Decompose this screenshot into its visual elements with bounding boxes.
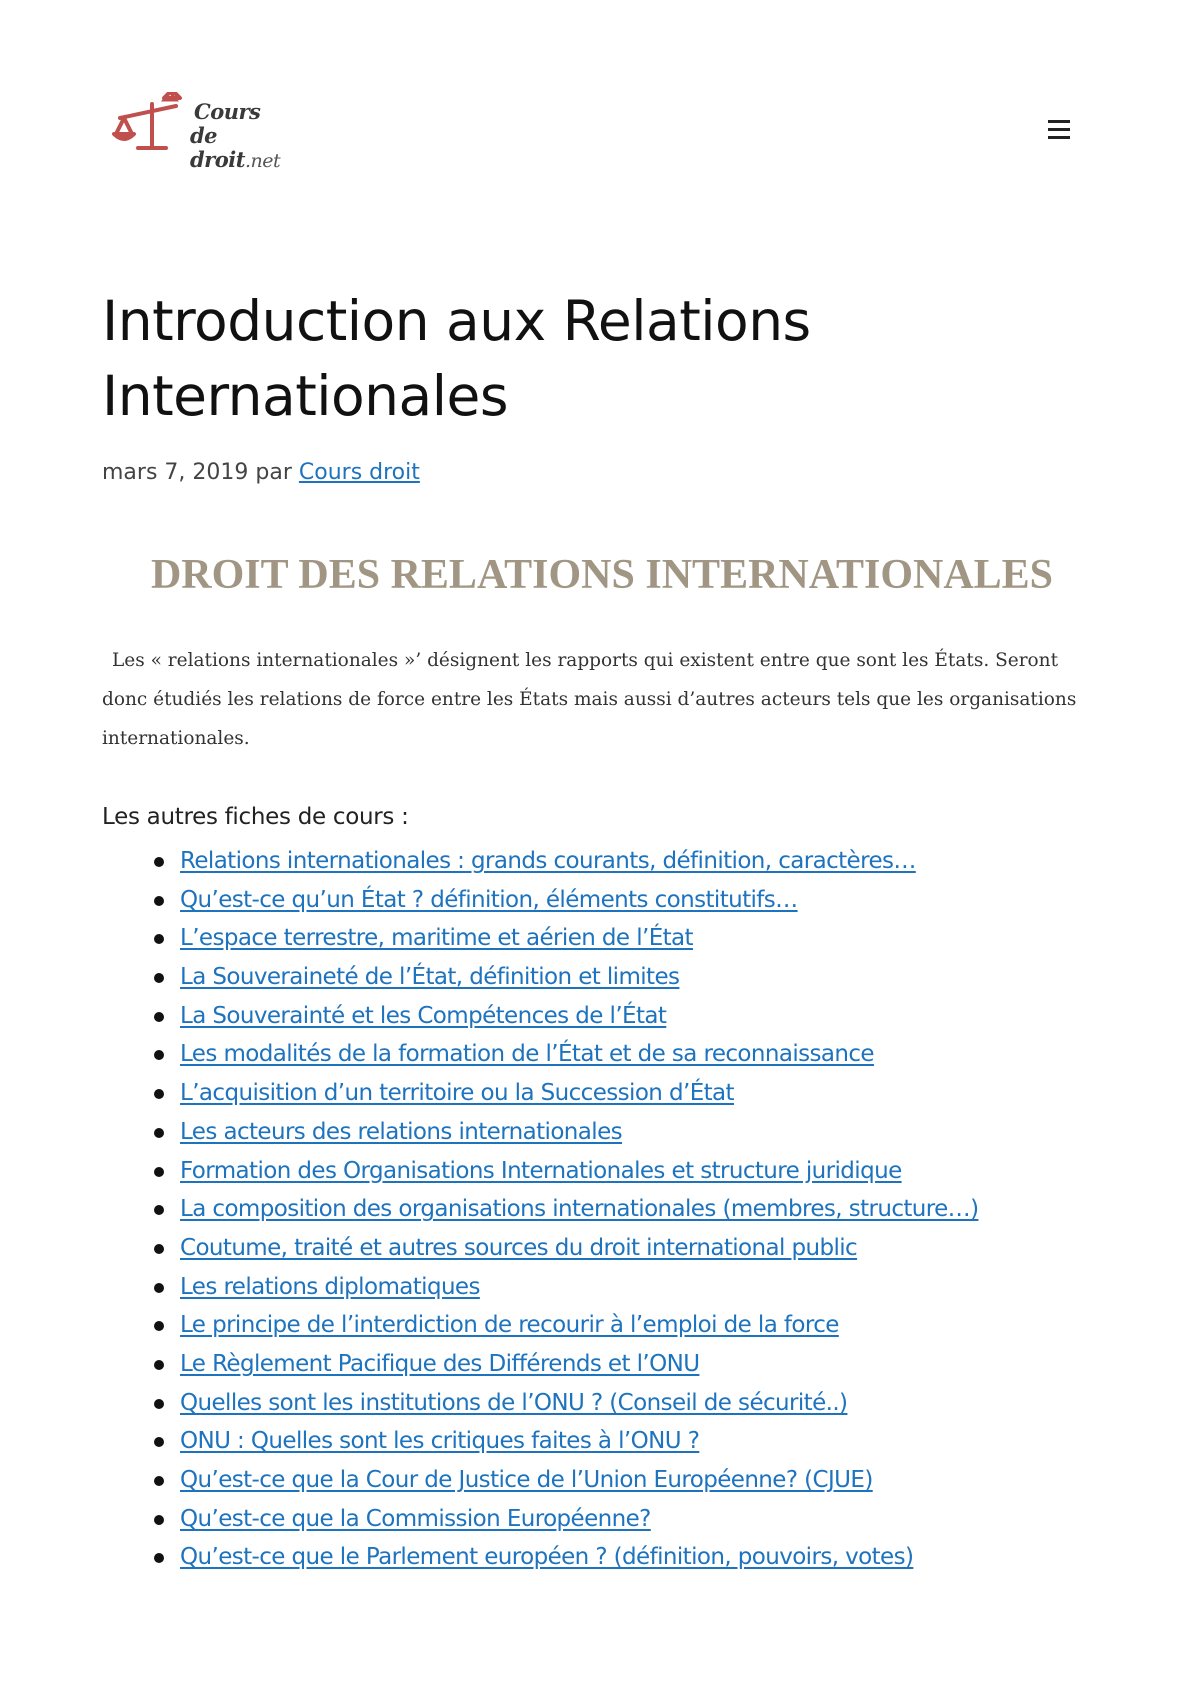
course-link[interactable]: La Souveraineté de l’État, définition et limites	[180, 964, 680, 991]
bullet-icon	[154, 1283, 164, 1293]
logo-text	[190, 100, 292, 173]
list-item	[152, 1384, 1102, 1423]
course-link[interactable]: La Souverainté et les Compétences de l’État	[180, 1002, 667, 1029]
post-by: par	[255, 460, 292, 485]
bullet-icon	[154, 973, 164, 983]
course-link[interactable]: Qu’est-ce que la Commission Européenne?	[180, 1505, 651, 1532]
author-link[interactable]: Cours droit	[298, 460, 420, 485]
list-item	[152, 958, 1102, 997]
list-item	[152, 881, 1102, 920]
intro-text: Les « relations internationales »’ désignent les rapports qui existent entre que sont les États. Seront donc étudiés les relations de force entre les États mais aussi d’autres acteurs tels que les organisations internationales.	[102, 650, 1077, 749]
bullet-icon	[154, 934, 164, 944]
course-link[interactable]: Qu’est-ce que la Cour de Justice de l’Union Européenne? (CJUE)	[180, 1467, 873, 1493]
list-item	[152, 1190, 1102, 1229]
bullet-icon	[154, 1360, 164, 1370]
list-item	[152, 919, 1102, 958]
course-link[interactable]: Les modalités de la formation de l’État et de sa reconnaissance	[180, 1041, 874, 1068]
course-link[interactable]: Quelles sont les institutions de l’ONU ? (Conseil de sécurité..)	[180, 1389, 848, 1416]
course-link[interactable]: Les relations diplomatiques	[180, 1273, 480, 1300]
course-link[interactable]: La composition des organisations internationales (membres, structure…)	[180, 1196, 979, 1223]
list-item	[152, 1345, 1102, 1384]
site-logo[interactable]	[112, 92, 292, 172]
course-links-list	[102, 842, 1102, 1577]
bullet-icon	[154, 1050, 164, 1060]
list-item	[152, 1500, 1102, 1539]
bullet-icon	[154, 1244, 164, 1254]
logo-suffix: .net	[244, 150, 281, 172]
page-title: Introduction aux Relations Internationales	[102, 289, 811, 428]
bullet-icon	[154, 896, 164, 906]
bullet-icon	[154, 1437, 164, 1447]
course-link[interactable]: L’espace terrestre, maritime et aérien de l’État	[180, 925, 693, 952]
course-link[interactable]: Qu’est-ce qu’un État ? définition, éléments constitutifs…	[180, 886, 798, 913]
course-link[interactable]: Formation des Organisations Internationales et structure juridique	[180, 1157, 902, 1184]
list-item	[152, 997, 1102, 1036]
list-item	[152, 842, 1102, 881]
bullet-icon	[154, 1553, 164, 1563]
course-link[interactable]: Coutume, traité et autres sources du droit international public	[180, 1234, 858, 1261]
course-link[interactable]: Qu’est-ce que le Parlement européen ? (définition, pouvoirs, votes)	[180, 1544, 914, 1571]
list-title: Les autres fiches de cours :	[102, 804, 409, 830]
bullet-icon	[154, 1515, 164, 1525]
course-link[interactable]: Le Règlement Pacifique des Différends et l’ONU	[180, 1350, 700, 1377]
article-content	[102, 284, 1102, 1577]
logo-line1: Cours	[194, 99, 261, 124]
course-link[interactable]: Relations internationales : grands courants, définition, caractères…	[180, 848, 916, 874]
hamburger-menu-icon[interactable]	[1046, 118, 1074, 142]
bullet-icon	[154, 1128, 164, 1138]
list-item	[152, 1422, 1102, 1461]
bullet-icon	[154, 1321, 164, 1331]
list-item	[152, 1152, 1102, 1191]
bullet-icon	[154, 1012, 164, 1022]
bullet-icon	[154, 1399, 164, 1409]
bullet-icon	[154, 857, 164, 867]
list-item	[152, 1306, 1102, 1345]
list-item	[152, 1074, 1102, 1113]
scales-of-justice-icon	[112, 92, 192, 164]
bullet-icon	[154, 1476, 164, 1486]
post-meta	[102, 460, 1102, 485]
course-link[interactable]: ONU : Quelles sont les critiques faites à l’ONU ?	[180, 1428, 700, 1455]
logo-line2: de droit	[190, 123, 245, 172]
course-link[interactable]: L’acquisition d’un territoire ou la Succession d’État	[180, 1080, 734, 1107]
site-header	[0, 0, 1200, 230]
bullet-icon	[154, 1205, 164, 1215]
list-item	[152, 1229, 1102, 1268]
list-item	[152, 1035, 1102, 1074]
list-item	[152, 1268, 1102, 1307]
course-link[interactable]: Les acteurs des relations internationales	[180, 1118, 623, 1145]
list-item	[152, 1538, 1102, 1577]
course-link[interactable]: Le principe de l’interdiction de recourir à l’emploi de la force	[180, 1312, 839, 1339]
section-title: DROIT DES RELATIONS INTERNATIONALES	[150, 552, 1054, 598]
intro-paragraph	[102, 641, 1104, 758]
list-item	[152, 1461, 1102, 1500]
list-item	[152, 1113, 1102, 1152]
bullet-icon	[154, 1167, 164, 1177]
post-date: mars 7, 2019	[102, 460, 249, 485]
bullet-icon	[154, 1089, 164, 1099]
